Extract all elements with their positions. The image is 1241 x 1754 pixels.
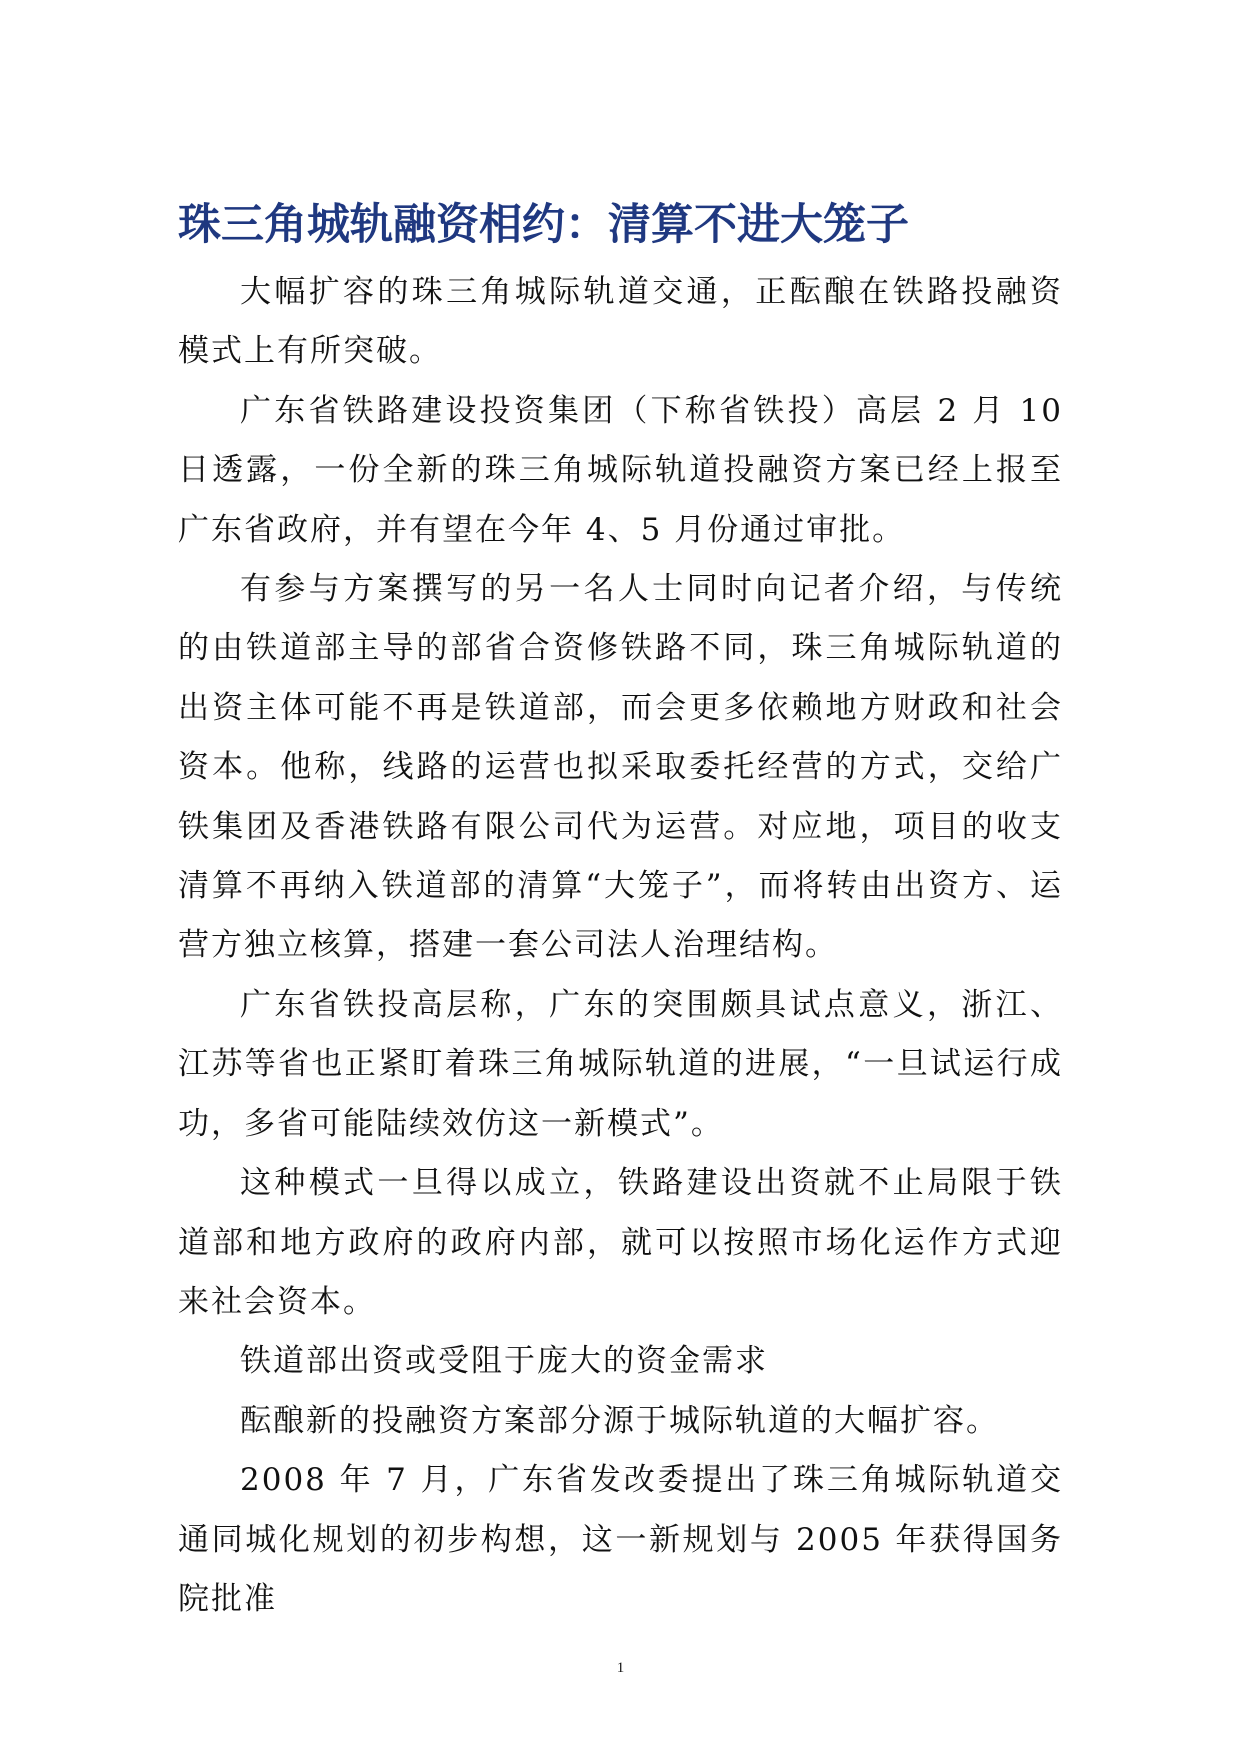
paragraph-6: 酝酿新的投融资方案部分源于城际轨道的大幅扩容。 (240, 1402, 999, 1439)
section-heading: 铁道部出资或受阻于庞大的资金需求 (240, 1343, 768, 1380)
paragraph-5: 这种模式一旦得以成立，铁路建设出资就不止局限于铁道部和地方政府的政府内部，就可以按照市场化运作方式迎来社会资本。 (178, 1165, 1063, 1320)
paragraph-1: 大幅扩容的珠三角城际轨道交通，正酝酿在铁路投融资模式上有所突破。 (178, 274, 1063, 370)
paragraph-4: 广东省铁投高层称，广东的突围颇具试点意义，浙江、江苏等省也正紧盯着珠三角城际轨道的进展，“一旦试运行成功，多省可能陆续效仿这一新模式”。 (178, 986, 1063, 1142)
paragraph-7: 2008 年 7 月，广东省发改委提出了珠三角城际轨道交通同城化规划的初步构想，这一新规划与 2005 年获得国务院批准 (178, 1462, 1063, 1617)
article-title: 珠三角城轨融资相约：清算不进大笼子 (178, 200, 909, 250)
paragraph-3: 有参与方案撰写的另一名人士同时向记者介绍，与传统的由铁道部主导的部省合资修铁路不同，珠三角城际轨道的出资主体可能不再是铁道部，而会更多依赖地方财政和社会资本。他称，线路的运营也拟采取委托经营的方式，交给广铁集团及香港铁路有限公司代为运营。对应地，项目的收支清算不再纳入铁道部的清算“大笼子”，而将转由出资方、运营方独立核算，搭建一套公司法人治理结构。 (178, 571, 1063, 964)
page-number: 1 (616, 1660, 625, 1676)
paragraph-2: 广东省铁路建设投资集团（下称省铁投）高层 2 月 10 日透露，一份全新的珠三角城际轨道投融资方案已经上报至广东省政府，并有望在今年 4、5 月份通过审批。 (178, 392, 1063, 548)
article-body (178, 263, 1063, 1629)
